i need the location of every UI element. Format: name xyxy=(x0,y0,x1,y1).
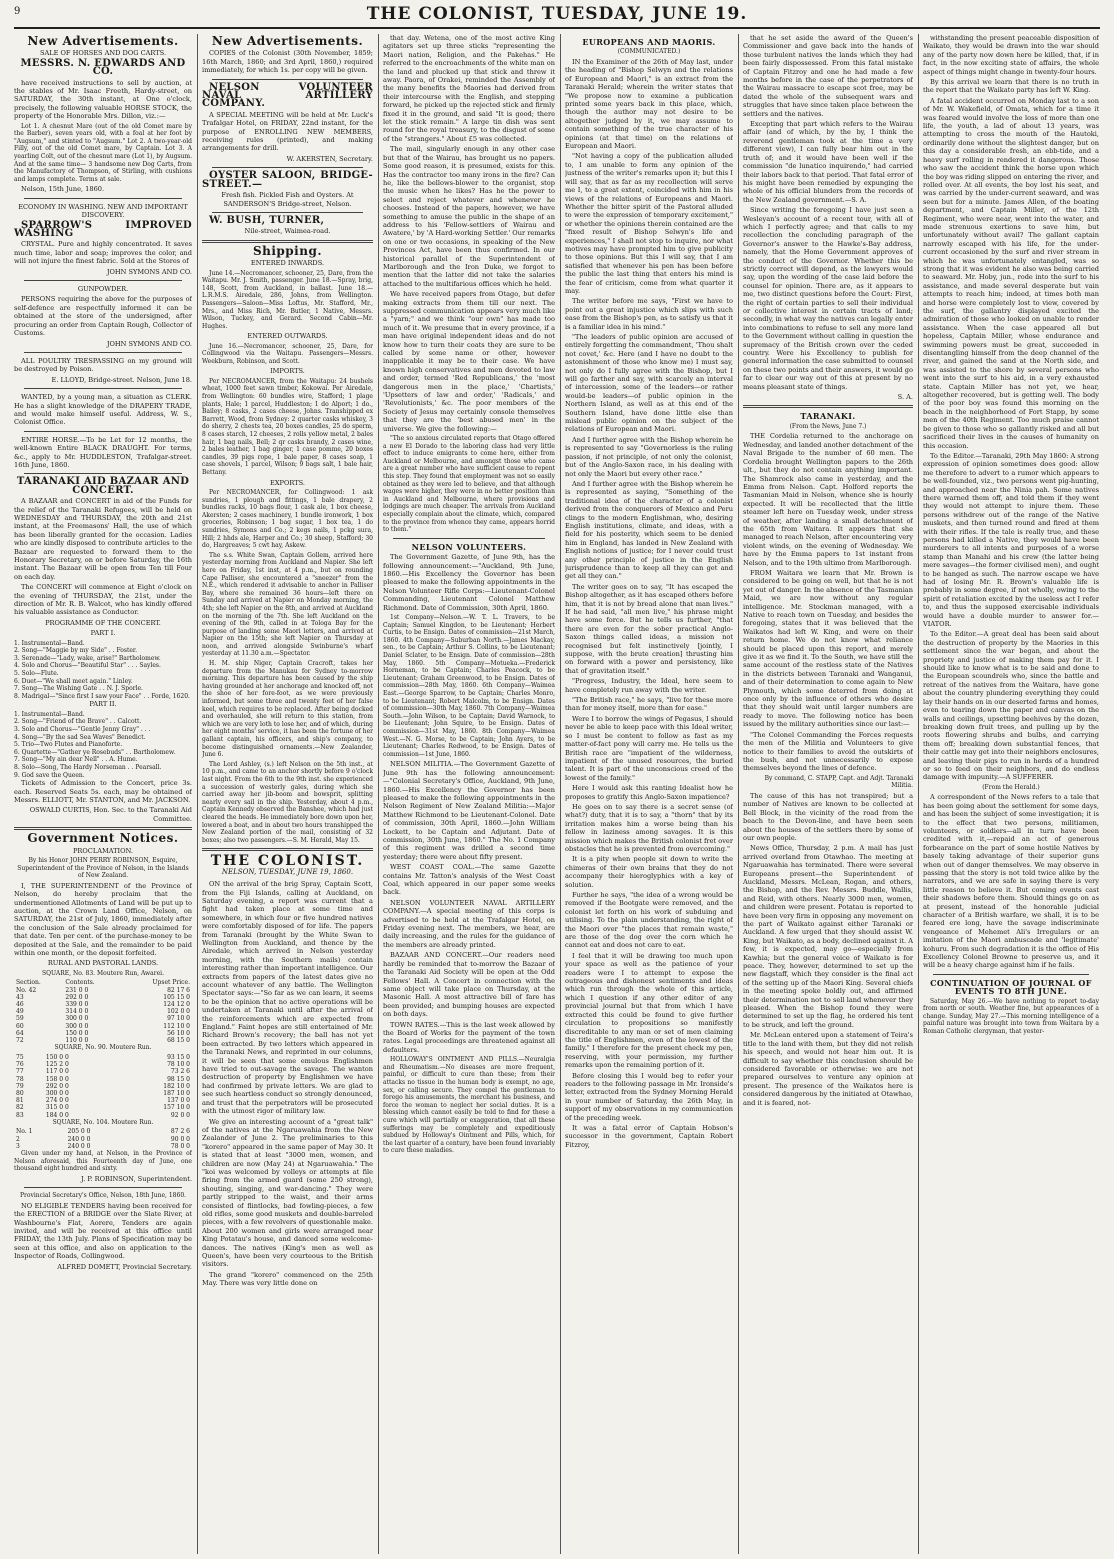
table-cell: 125 2 0 xyxy=(45,1061,69,1069)
article-paragraph: Excepting that part which refers to the Wairau affair (and of which, by the by, I think the reverend gentleman took at the time a very different view), I can fully bear him out in the truth of; and it would have been well if the commission "de lunatico inquirendo," had carried their labors back to that period. That fatal error of his might have been remedied by expunging the whole of his official blunders from the records of the New Zealand government.—S. A. xyxy=(743,120,913,204)
article-subheading: (COMMUNICATED.) xyxy=(617,48,681,56)
table-cell: 73 2 6 xyxy=(170,1068,190,1076)
table-cell: 90 0 0 xyxy=(170,1135,190,1143)
table-row xyxy=(14,1104,192,1111)
table-cell: 72 xyxy=(16,1037,24,1045)
table-cell: 79 xyxy=(16,1082,24,1090)
table-caption: SQUARE, No. 83. Moutere Run, Awarei. xyxy=(42,969,164,977)
table-cell: 93 15 0 xyxy=(167,1053,190,1061)
table-row xyxy=(14,1001,192,1008)
article-paragraph: I feel that it will be drawing too much upon your space as well as the patience of your readers were I to attempt to expose the outrageous and dishonest sentiments and ideas which run through the whole of this article, which I question if any other editor of any provincial journal but that from which I have extracted this could be found to give further circulation to propositions so manifestly discreditable to any man or set of men claiming the title of Englishmen, even of the lowest of the family." I therefore for the present check my pen, reserving, with your permission, my further remarks upon the remaining portion of it. xyxy=(565,951,733,1070)
table-cell: 187 10 0 xyxy=(163,1089,190,1097)
article-paragraph: NELSON MILITIA.—The Government Gazette of June 9th has the following announcement:—"Colonial Secretary's Office, Auckland, 9th June, 1860.—His Excellency the Governor has been pleased to make the following appointments in the Nelson Regiment of New Zealand Militia:—Major Matthew Richmond to be Lieutenant-Colonel. Date of commission, 30th April, 1860.—John William Lockett, to be Captain and Adjutant. Date of commission, 30th June, 1860." The No. 1 Company of this regiment was drilled a second time yesterday; there were about fifty present. xyxy=(383,760,555,861)
column-5 xyxy=(743,34,913,1554)
programme-part: PART I. xyxy=(90,629,116,638)
article-heading: CONTINUATION OF JOURNAL OF EVENTS TO 8TH JUNE. xyxy=(930,977,1092,997)
ad-signature: E. LLOYD, Bridge-street. Nelson, June 18. xyxy=(51,375,192,384)
article-paragraph: Here I would ask this ranting Idealist how he proposes to gratify this Anglo-Saxon impatience? xyxy=(565,784,733,801)
notice-body: NO ELIGIBLE TENDERS having been received for the ERECTION of a BRIDGE over the Slate River, at Washbourne's Flat, Aorere, Tenders are again invited, and will be received at this office until FRIDAY, the 13th July. Plans of Specification may be seen at this office, and also on application to the Inspector of Roads, Collingwood. xyxy=(14,1201,192,1261)
notice-signature: ALFRED DOMETT, Provincial Secretary. xyxy=(57,1262,192,1271)
table-header-cell: Upset Price. xyxy=(152,979,190,987)
table-cell: 92 0 0 xyxy=(170,1111,190,1119)
page-title: THE COLONIST, TUESDAY, JUNE 19. xyxy=(366,4,748,24)
ad-title: OYSTER SALOON, BRIDGE-STREET.— xyxy=(202,170,373,190)
programme-list xyxy=(14,640,192,701)
table-row xyxy=(14,994,192,1001)
notice-title: PROCLAMATION. xyxy=(73,846,133,855)
table-cell: 78 0 0 xyxy=(170,1142,190,1150)
article-paragraph: BAZAAR AND CONCERT.—Our readers need hardly be reminded that to-morrow the Bazaar of the Taranaki Aid Society will be open at the Odd Fellows' Hall. A Concert in connection with the same object will take place on Thursday, at the Masonic Hall. A most attractive bill of fare has been provided; and bumping houses are expected on both days. xyxy=(383,951,555,1019)
ad-firm: MESSRS. N. EDWARDS AND CO. xyxy=(20,57,186,78)
article-paragraph: Before closing this I would beg to refer your readers to the following passage in Mr. Ironside's letter, extracted from the Sydney Morning Herald in your number of Saturday, the 26th May, in support of my observations in my communication of the preceding week. xyxy=(565,1071,733,1122)
article-paragraph: TOWN RATES.—This is the last week allowed by the Board of Works for the payment of the town rates. Legal proceedings are threatened against all defaulters. xyxy=(383,1020,555,1054)
section-separator xyxy=(743,405,913,408)
table-cell: 60 xyxy=(16,1022,24,1030)
notice-intro: By his Honor JOHN PERRY ROBINSON, Esquire, Superintendent of the Province of Nelson, in the Islands of New Zealand. xyxy=(17,857,189,880)
ad-body: Nile-street, Waimea-road. xyxy=(244,227,331,236)
programme-part: PART II. xyxy=(89,700,117,709)
editorial-dateline: NELSON, TUESDAY, JUNE 19, 1860. xyxy=(221,867,354,876)
article-signature: S. A. xyxy=(897,393,913,402)
programme-item: 1. Instrumental—Band. xyxy=(14,639,85,647)
table-cell: No. 42 xyxy=(16,986,37,994)
editorial-paragraph: The grand "korero" commenced on the 25th May. There was very little done on xyxy=(202,1270,373,1288)
table-row xyxy=(14,1008,192,1015)
table-cell: 292 0 0 xyxy=(65,993,89,1001)
programme-item: 7. Song—"My ain dear Nell" . . A. Hume. xyxy=(14,756,138,764)
ad-separator xyxy=(24,280,182,281)
ad-separator xyxy=(212,79,363,80)
table-cell: 68 15 0 xyxy=(167,1037,190,1045)
table-cell: 81 xyxy=(16,1097,24,1105)
ad-body: Fresh fish. Pickled Fish and Oysters. At SANDERSON'S Bridge-street, Nelson. xyxy=(221,191,354,208)
programme-item: 3. Serenade—"Lady, wake, arise!" Bartholomew. xyxy=(14,654,161,662)
article-signature: By command, C. STAPP, Capt. and Adjt. Taranaki Militia. xyxy=(764,774,913,790)
column-divider xyxy=(918,34,919,1554)
article-paragraph: NELSON VOLUNTEER NAVAL ARTILLERY COMPANY.—A special meeting of this corps is advertised to be held at the Trafalgar Hotel, on Friday evening next. The members, we hear, are daily increasing, and the rules for the guidance of the members are already printed. xyxy=(383,898,555,949)
table-cell: 124 12 0 xyxy=(163,1001,190,1009)
ad-body: Tickets of Admission to the Concert, price 3s. each. Reserved Seats 5s. each, may be obtained of Messrs. ELLIOTT, Mr. STANTON, and Mr. JACKSON. xyxy=(14,779,192,804)
article-paragraph: And I further agree with the Bishop wherein he is represented to say "Governorless is the ruling passion, if not principle, of not only the colonist, but of the Anglo-Saxon race, in his dealing with not only the Maori but every other race." xyxy=(565,435,733,478)
table-row xyxy=(14,1128,192,1135)
table-row xyxy=(14,1015,192,1022)
column-6 xyxy=(923,34,1099,1554)
table-cell: 82 17 6 xyxy=(167,986,190,994)
programme-item: 2. Song—"Friend of the Brave" . . Calcott. xyxy=(14,718,142,726)
table-cell: 231 0 0 xyxy=(65,986,89,994)
article-paragraph: It is a pity when people sit down to write the chimeras of their own brains that they do not accompany their hieroglyphics with a key of solution. xyxy=(565,855,733,889)
programme-item: 5. Trio—Two Flutes and Pianoforte. xyxy=(14,741,123,749)
article-paragraph: We have received papers from Otago, but defer making extracts from them till our next. The suppressed communication appears very much like a "yarn;" and we think "our own" has made too much of it. We presume that in every province, if a man have original independent ideas and do not know how to turn their coats they are sure to be called by some name or other, however inapplicable it may be to their case. We have known high conservatives and men devoted to law and order, termed 'Red Republicans,' the 'most dangerous men in the place,' 'Chartists,' 'Upsetters of law and order,' 'Radicals,' and 'Revolutionists,' &c. The poor members of the Society of Jesus may certainly console themselves that they are the 'best abused men' in the universe. We give the following:— xyxy=(383,290,555,433)
table-cell: 205 0 0 xyxy=(67,1128,91,1136)
table-cell: 78 xyxy=(16,1075,24,1083)
ad-signature: W. AKERSTEN, Secretary. xyxy=(286,154,373,163)
programme-item: 8. Madrigal—"Since first I saw your Face" . . Forde, 1620. xyxy=(14,692,190,700)
article-paragraph: News Office, Thursday, 2 p.m. A mail has just arrived overland from Otawhao. The meeting at Ngaruawahia has terminated. There were several Europeans present—the Superintendent of Auckland, Messrs. McLean, Rogan, and others, the Bishop, and the Rev. Messrs. Buddle, Wallis, and Reid, with others. Nearly 3000 men, women, and children were present. Potatau is reported to have been very firm in opposing any movement on the part of Waikato against either Taranaki or Auckland. A few urged that they should assist W. King, but Waikato, as a body, declined against it. A few, it is expected, may go—especially from Kawhia; but the general voice of Waikato is for peace. They, however, determined to set up the new flagstaff, which they consider is the final act of the setting up of the Maori King. Several chiefs in the meeting spoke boldly out, and affirmed their determination not to sell land whenever they pleased. When the Bishop found they were determined to set up the flag, he ordered his tent to be struck, and left the ground. xyxy=(743,844,913,1029)
table-row xyxy=(14,1143,192,1150)
article-paragraph: "Not having a copy of the publication alluded to, I am unable to form any opinion of the justness of the writer's remarks upon it; but this I will say, that as far as my recollection will serve me I, to a great extent, coincided with him in his views of the relations of Europeans and Maori. Whether the bitter spirit of the Pastoral alluded to were the expression of temporary excitement," or whether the opinions therein contained are the "fixed result of Bishop Selwyn's life and experiences," I shall not stop to inquire, nor what motives may have prompted him to give publicity to those opinions. But this I will say, that I am satisfied that whenever his pen has been before the public the last thing that enters his mind is the fear of criticism, come from what quarter it may. xyxy=(565,152,733,295)
table-header-cell: Section. xyxy=(16,979,41,987)
article-paragraph: The mail, singularly enough in any other case but that of the Wairau, has brought us no papers. Some good reason, it is presumed, exists for this. Has the contractor too many irons in the fire? Can he, like the bellows-blower to the organist, stop the music when he likes? Has he the power to select and reject whatever and whenever he chooses. Instead of the papers, however, we have something to amuse the public in the shape of an address to his 'Fellow-settlers of Wairau and Awatere,' by 'A Hard-working Settler.' Our remarks on one or two occasions, in speaking of the New Provinces Act, have been thus confirmed. In our historical parallel of the Superintendent of Marlborough and the Iron Duke, we forgot to mention that the latter did not take the salaries attached to the multifarious offices which he held. xyxy=(383,145,555,288)
article-paragraph: that day. Wetena, one of the most active King agitators set up three sticks "representing the Maori nation, Religion, and the Pakehas." He referred to the encroachments of the white man on the land and plucked up that stick and threw it away. Paora, of Orakei, reminded the Assembly of the many benefits the Maories had derived from their intercourse with the English, and stepping forward, he picked up the rejected stick and firmly fixed it in the ground, and said "It is good; there let the stick remain." A large tin dish was sent round for the royal treasury, to the disgust of some of the "strangers." About £5 was collected. xyxy=(383,34,555,143)
table-cell: 87 2 6 xyxy=(170,1128,190,1136)
programme-item: 1. Instrumental—Band. xyxy=(14,710,85,718)
editorial-paragraph: We give an interesting account of a "great talk" of the natives at the Ngaruawahia from the New Zealander of June 2. The preliminaries to this "korero" appeared in the same paper of May 30. It is stated that at least "3000 men, women, and children are now (May 24) at Ngaruawahia." The "koi was welcomed by volleys or attempts at file firing from the armed guard (some 250 strong), shouting, singing, and war-dancing." They were partly stripped to the waist, and their arms consisted of flintlocks, bad fowling-pieces, a few old rifles, some good muskets and double-barreled pieces, with a few revolvers of questionable make. About 200 women and girls were arranged near King Potatau's house, and danced some welcome-dances. The natives (King's men as well as Queen's, have been very courteous to the British visitors. xyxy=(202,1117,373,1269)
table-cell: 292 0 0 xyxy=(45,1082,69,1090)
table-cell: 97 10 0 xyxy=(167,1015,190,1023)
table-cell: 150 0 0 xyxy=(65,1029,89,1037)
shipping-subtitle: ENTERED OUTWARDS. xyxy=(247,332,328,341)
article-paragraph: To the Editor.—A great deal has been said about the destruction of property by the Maories in this settlement since the war began, and about the propriety and justice of making them pay for it. I should like to know what is to be said and done to the European scoundrels who, since the battle and retreat of the natives from the Waitara, have gone about the country plundering everything they could lay their hands on in our deserted farms and homes, even to tearing down the paper and canvas on the walls and ceilings, upsetting beehives by the dozen, breaking down fruit trees, and pulling up by the roots flowering shrubs and bulbs, and carrying them off; breaking down substantial fences, that their cattle may get into their neighbors enclosures, and leaving their pigs to run in herds of a hundred or so to feed on their neighbors, and do endless damage with impunity.—A SUFFERER. xyxy=(923,630,1099,782)
table-row xyxy=(14,1136,192,1143)
ad-body: The CONCERT will commence at Eight o'clock on the evening of THURSDAY, the 21st, under the direction of Mr. R. B. Walcot, who has kindly offered his valuable assistance as Conductor. xyxy=(14,583,192,617)
programme-item: 3. Solo and Chorus—"Gentle Jenny Gray" . . . xyxy=(14,726,151,734)
notice-body: Given under my hand, at Nelson, in the Province of Nelson aforesaid, this Fourteenth day of June, one thousand eight hundred and sixty. xyxy=(14,1149,192,1173)
table-cell: 77 xyxy=(16,1068,24,1076)
shipping-body: June 14.—Necromancer, schooner, 25, Dare, from the Waitapu. Mr. J. Smith, passenger. June 18.—Spray, brig, 148, Scott, from Auckland, in ballast. June 18.—L.R.M.S. Airedale, 286, Johns, from Wellington. Passengers—Saloon—Miss Loftus, Mr. Stafford, Mr., Mrs., and Miss Rich, Mr. Butler, 1 Native, Messrs. Wilson, Tuckey, and Gerard. Second Cabin—Mr. Hughes. xyxy=(202,269,373,330)
ad-signature: OSWALD CURTIS, Hon. Sec. to the Taranaki Aid Committee. xyxy=(29,806,192,823)
article-heading: NELSON VOLUNTEERS. xyxy=(411,541,527,552)
article-paragraph: Were I to borrow the wings of Pegasus, I should never be able to keep pace with this Ideal writer, so I must be content to follow as fast as my matter-of-fact pony will carry me. He tells us the British race are "impatient of the wilderness, impatient of the unused resources, the buried talent. It is part of the unconscious creed of the lowest of the family." xyxy=(565,714,733,782)
article-paragraph: The writer before me says, "First we have to point out a great injustice which slips with such ease from the Bishop's pen, as to satisfy us that it is a familiar idea in his mind." xyxy=(565,297,733,331)
table-row xyxy=(14,1097,192,1104)
table-cell: 49 xyxy=(16,1008,24,1016)
table-cell: 105 15 0 xyxy=(163,993,190,1001)
section-separator xyxy=(202,848,373,851)
table-cell: 112 10 0 xyxy=(163,1022,190,1030)
table-cell: 184 0 0 xyxy=(45,1111,69,1119)
article-body xyxy=(565,58,733,1149)
article-paragraph: FROM Waitara we learn that Mr. Brown is considered to be going on well, but that he is not yet out of danger. In the absence of the Tasmanian Maid, we are now without any regular intelligence. Mr. Stockman managed, with a Native to reach town on Tuesday, and besides the foregoing, states that it was believed that the Waikatos had left W. King, and were on their return home. We do not know what reliance should be placed upon this report, and merely give it as we find it. To the South, we have still the same account of the restless state of the Natives in the districts between Taranaki and Wanganui, and of their determination to come again to New Plymouth, which some deterred from doing at once only by the influence of others who desire that they should wait until larger numbers are ready to move. The following notice has been issued by the military authorities since our last:— xyxy=(743,568,913,729)
ad-body: A SPECIAL MEETING will be held at Mr. Luck's Trafalgar Hotel, on FRIDAY, 22nd instant, for the purpose of ENROLLING NEW MEMBERS, receiving rules (printed), and making arrangements for drill. xyxy=(202,110,373,153)
shipping-body: Per NECROMANCER, from the Waitapu: 24 bushels wheat, 1000 feet sawn timber, Kokowai. Per Airedale, from Wellington: 60 bundles wire, Stafford; 1 plage plants, Hale; 1 parcel, Huddleston; 1 do Alport; 1 do., Bailey; 8 casks, 2 cases cheese, Johns. Transhipped ex Barrett, Wood, from Sydney: 2 quarter casks whiskey, 3 do sherry, 2 chests tea, 20 boxes candles, 25 do sperm, 8 cases starch, 12 cheeses, 2 rolls yellow metal, 2 bales hair, 1 bag nails, Bell; 2 qr casks brandy, 2 cases wine, 2 bales leather, 1 bag ginger, 1 case pomme, 20 boxes candles, 39 pigs rope, 1 bale paper, 8 cases soap, 1 case shovels, 1 parcel, Wilson; 9 bags salt, 1 bale hair, Bettany. xyxy=(202,377,373,476)
shipping-subtitle: IMPORTS. xyxy=(270,367,305,376)
shipping-news: H. M. ship Niger, Captain Cracroft, takes her departure from the Manukau for Sydney to-morrow morning. This departure has been caused by the ship having grounded at her anchorage and knocked off, not the shoe of her fore-foot, as we were previously informed, but some three and twenty feet of her false keel, which requires to be replaced. After being docked and overhauled, she will return to this station, from which we are very loth to lose her, and of which, during her eight months' service, it has been the fortune of her gallant captain, his officers, and ship's company, to become distinguished ornaments.—New Zealander, June 6. xyxy=(202,660,373,759)
article-separator xyxy=(933,974,1089,975)
article-paragraph: The writer goes on to say, "It has escaped the Bishop altogether, as it has escaped others before him, that it is not by bread alone that man lives." If he had said, "all men live," his phrase might have some force. But he tells us further, "that there are even for the sober practical Anglo-Saxon things called ideas, a mission not recognised but felt instinctively [jointly, I suppose, with the brute creation] thrusting him on forward with a power and persistency, like that of gravitation itself." xyxy=(565,582,733,675)
ad-signature: JOHN SYMONS AND CO. xyxy=(106,267,192,276)
article-paragraph: "The leaders of public opinion are accused of entirely forgetting the commandment, 'Thou shalt not covet,' &c. Here (and I have no doubt to the astonishment of those who know me) I must say, not only do I fully agree with the Bishop, but I will go farther and say, with scarcely an interval of intercession, some of the leaders—or rather would-be leaders—of public opinion in the Northern Island, as well as at this end of the Southern Island, have done little else than mislead public opinion on the subject of the relations of European and Maori. xyxy=(565,333,733,434)
article-paragraph: Mr. McLean entered upon a statement of Teira's title to the land with them, but they did not relish his speech, and would not hear him out. It is difficult to say whether this conclusion should be considered favorable or otherwise: we are not prepared ourselves to venture any opinion at present. The presence of the Waikatos here is considered dangerous by the initiated at Otawhao, and it is feared, not- xyxy=(743,1031,913,1107)
header-rule xyxy=(14,27,1100,29)
article-subheading: (From the Herald.) xyxy=(982,783,1040,791)
programme-item: 4. Solo and Chorus—"Beautiful Star" . . . Sayles. xyxy=(14,662,161,670)
editorial-title: THE COLONIST. xyxy=(210,853,365,870)
section-separator xyxy=(14,827,192,830)
table-row xyxy=(14,1054,192,1061)
column-4 xyxy=(565,34,733,1554)
article-paragraph: The Government Gazette, of June 9th, has the following announcement:—"Auckland, 9th June, 1860.—His Excellency the Governor has been pleased to make the following appointments in the Nelson Volunteer Rifle Corps:—Lieutenant-Colonel Commanding, Lieutenant Colonel Matthew Richmond. Date of Commission, 30th April, 1860. xyxy=(383,553,555,612)
article-heading: EUROPEANS AND MAORIS. xyxy=(582,37,716,47)
article-list: 1st Company—Nelson.—W. T. L. Travers, to be Captain; Samuel Kingdon, to be Lieutenant; Herbert Curtis, to be Ensign. Dates of commission—21st March, 1860. 4th Company—Suburban North.—James Mackay, sen., to be Captain; Arthur S. Collins, to be Lieutenant; Daniel Sclater, to be Ensign. Date of commission—28th May, 1860. 5th Company—Motueka.—Frederick Horneman, to be Captain; Charles Peacock, to be Lieutenant; Graham Greenwood, to be Ensign. Dates of commission—28th May, 1860. 6th Company—Waimea East.—George Sparrow, to be Captain; Charles Monro, to be Lieutenant; Robert Malcolm, to be Ensign. Dates of commission—30th May, 1860. 7th Company—Waimea South.—John Wilson, to be Captain; David Warnock, to be Lieutenant; John Squire, to be Ensign. Dates of commission—31st May, 1860. 8th Company—Waimea West.—N. G. Morse, to be Captain; John Ayers, to be Lieutenant; Charles Redwood, to be Ensign. Dates of commission—1st June, 1860. xyxy=(383,614,555,758)
ad-title: TARANAKI AID BAZAAR AND CONCERT. xyxy=(16,476,190,496)
table-cell: 78 10 0 xyxy=(167,1061,190,1069)
programme-item: 9. God save the Queen. xyxy=(14,771,85,779)
ad-separator xyxy=(212,212,363,213)
table-caption: SQUARE, No. 104. Moutere Run. xyxy=(52,1118,154,1126)
table-row xyxy=(14,1076,192,1083)
table-body xyxy=(14,1054,192,1119)
article-paragraph: The cause of this has not transpired; but a number of Natives are known to be collected at Bell Block, in the vicinity of the road from the beach to the Devon-line, and have been seen about the houses of the settlers there by some of our own people. xyxy=(743,791,913,842)
article-subheading: (From the News, June 7.) xyxy=(789,422,867,430)
programme-title: PROGRAMME OF THE CONCERT. xyxy=(45,618,161,627)
table-cell: 314 0 0 xyxy=(65,1008,89,1016)
table-caption: SQUARE, No. 90. Moutere Run. xyxy=(54,1044,152,1052)
shipping-body: June 16.—Necromancer, schooner, 25, Dare, for Collingwood via the Waitapu. Passengers—Messrs. Weekburn, Robinson, and Scott. xyxy=(202,342,373,365)
table-cell: 240 0 0 xyxy=(67,1142,91,1150)
article-separator xyxy=(393,538,545,539)
table-header-row xyxy=(14,979,192,986)
table-cell: 43 xyxy=(16,993,24,1001)
notice-office: Provincial Secretary's Office, Nelson, 18th June, 1860. xyxy=(19,1192,187,1200)
table-cell: 102 0 0 xyxy=(167,1008,190,1016)
column-1 xyxy=(14,34,192,1554)
table-cell: 150 0 0 xyxy=(45,1053,69,1061)
article-paragraph: WEST COAST COAL.—The same Gazette contains Mr. Tatton's analysis of the West Coast Coal, which appeared in our paper some weeks back. xyxy=(383,863,555,897)
table-cell: 46 xyxy=(16,1001,24,1009)
ad-title: ECONOMY IN WASHING. NEW AND IMPORTANT DISCOVERY. xyxy=(18,202,188,220)
notice-body: I, THE SUPERINTENDENT of the Province of Nelson, do hereby proclaim that the undermentioned Allotments of Land will be put up to auction, at the Crown Land Office, Nelson, on SATURDAY, the 21st of July, 1860, immediately after the conclusion of the Sale already proclaimed for that date. Ten per cent. of the purchase-money to be deposited at the Sale, and the remainder to be paid within one month, or the deposit forfeited. xyxy=(14,881,192,958)
table-cell: 3 xyxy=(16,1142,20,1150)
article-paragraph: Since writing the foregoing I have just seen a Wesleyan's account of a recent tour, with all of which I perfectly agree; and that calls to my recollection the concluding paragraph of the Governor's answer to the Hawke's-Bay address, namely, that the Home Government approves of the conduct of the Governor. Whether this be strictly correct will depend, as the lawyers would say, upon the wording of the case laid before the counsel for opinion. There are, as it appears to me, two distinct questions before the Court: First, the right of certain parties to sell their individual or collective interest in certain tracts of land; secondly, in what way the natives can legally enter into combinations to refuse to sell any more land to the Government without calling in question the supremacy of the British crown over the ceded country. Were his Excellency to publish for general information the case submitted to counsel on these two points and their answers, it would go far to clear our way out of this at present by no means pleasant state of things. xyxy=(743,206,913,391)
table-cell: 182 10 0 xyxy=(163,1082,190,1090)
article-paragraph: "Progress, Industry, the Ideal, here seem to have completely run away with the writer. xyxy=(565,677,733,694)
ad-separator xyxy=(24,473,182,474)
notice-separator xyxy=(24,1187,182,1188)
ad-headline: SPARROW'S IMPROVED WASHING xyxy=(14,219,192,240)
table-cell: 300 0 0 xyxy=(65,1022,89,1030)
table-cell: 56 10 0 xyxy=(167,1029,190,1037)
table-cell: 76 xyxy=(16,1061,24,1069)
programme-item: 2. Song—"Maggie by my Side" . . Foster. xyxy=(14,647,138,655)
shipping-subtitle: EXPORTS. xyxy=(270,478,305,487)
ad-separator xyxy=(212,167,363,168)
table-cell: 274 0 0 xyxy=(45,1097,69,1105)
article-paragraph: withstanding the present peaceable disposition of Waikato, they would be drawn into the war should any of the party now down here be killed, that, if in fact, in the now exciting state of affairs, the whole aspect of things might change in twenty-four hours. xyxy=(923,34,1099,76)
table-cell: 315 0 0 xyxy=(45,1104,69,1112)
article-paragraph: A fatal accident occurred on Monday last to a son of Mr. W. Wakefield, of Omata, which for a time it was feared would involve the loss of more than one life, the youth, a lad of about 13 years, was attempting to cross the mouth of the Hautoki, ordinarily done without the slightest danger, but on this day a considerable fresh, an ebb-tide, and a heavy surf rolling in rendered it dangerous. Those who saw the accident think the horse upon which the boy was riding slipped on entering the river, and rolled over. At all events, the boy lost his seat, and was carried by the under-current seaward, and was seen but for a minute. James Allen, of the boating department, and Captain Miller, of the 12th Regiment, who were near, went into the water, and made strenuous exertions to save him, but unfortunately without avail? The gallant captain narrowly escaped with his life, for the under-current occasioned by the surf and river stream in which he was unfortunately entangled, was so strong that it was evident he also was being carried to seaward. Mr. Hoby, jun., rode into the surf to his assistance, and made several desperate but vain attempts to reach him; indeed, at times both man and horse were completely lost to view, covered by the surf, the gallantry displayed excited the admiration of those who looked on unable to render assistance. When the case appeared all but hopeless, Captain Miller, whose endurance and swimming powers must be great, succeeded in disentangling himself from the deep channel of the river, and gained the sand at the North side, and was assisted to the shore by several persons who went into the surf to his aid, in a very exhausted state. Captain Miller has not yet, we hear, altogether recovered, but is getting well. The body of the poor boy was found this morning on the beach in the neighborhood of Fort Stapp, by some men of the 40th Regiment. Too much praise cannot be given to those who so gallantly risked and all but sacrificed their lives in the causes of humanity on this occasion. xyxy=(923,96,1099,450)
programme-item: 8. Solo—Song, The Hardy Norseman . . Pearsall. xyxy=(14,764,162,771)
table-cell: 82 xyxy=(16,1104,24,1112)
table-cell: 64 xyxy=(16,1029,24,1037)
programme-item: 7. Song—The Wishing Gate . . N. J. Sporle. xyxy=(14,685,143,693)
section-heading: New Advertisements. xyxy=(211,34,364,48)
article-heading: TARANAKI. xyxy=(800,411,856,422)
table-cell: 75 xyxy=(16,1053,24,1061)
table-cell: 339 0 0 xyxy=(65,1001,89,1009)
table-body xyxy=(14,987,192,1045)
column-divider xyxy=(197,34,198,1554)
column-3 xyxy=(383,34,555,1554)
article-paragraph: Further he says, "the idea of a wrong would be removed if the Bootgate were removed, and the colonist let forth on his work of subduing and utilising. To the plain understanding, the right of the Maori over "the places that remain waste," are those of the dog over the corn which he cannot eat and does not care to eat. xyxy=(565,891,733,950)
programme-item: 6. Quartette—"Gather ye Rosebuds" . . Bartholomew. xyxy=(14,748,176,756)
shipping-subtitle: ENTERED INWARDS. xyxy=(250,259,325,268)
page-number: 9 xyxy=(14,6,21,17)
ad-lots: Lot 1. A chesnut Mare (out of the old Comet mare by the Barber), seven years old, with a foal at her foot by "Augsum," and stinted to "Augsum." Lot 2. A two-year-old Filly, out of the old Comet mare, by Captain. Lot 3. A yearling Colt, out of the chesnut mare (Lot 1), by Augsum. And at the same time— 3 handsome new Dog Carts, from the Manufactory of Thompson, of Stirling, with cushions and lamps complete. Terms at sale. xyxy=(14,122,192,183)
ad-body: PERSONS requiring the above for the purposes of self-defence are respectfully informed it can be obtained at the store of the undersigned, after procuring an order from Captain Rough, Collector of Customs. xyxy=(14,295,192,338)
column-divider xyxy=(738,34,739,1554)
advertisement-paragraph: HOLLOWAY'S OINTMENT AND PILLS.—Neuralgia and Rheumatism.—No diseases are more frequent, painful, or difficult to cure than these; from their attacks no tissue in the human body is exempt, no age, sex, or calling secure. They compel the gentleman to forego his amusements, the merchant his business, and force the woman to neglect her social duties. It is a blessing which cannot easily be told to find for these a cure which will partially or exaggeration, that all these sufferings may be completely and expeditiously subdued by Holloway's Ointment and Pills, which, for the last quarter of a century, have been found invariably to cure these maladies. xyxy=(383,1056,555,1155)
programme-item: 6. Duet—"We shall meet again." Linley. xyxy=(14,677,133,685)
ad-separator xyxy=(24,431,182,432)
notice-signature: J. P. ROBINSON, Superintendent. xyxy=(81,1174,192,1183)
column-divider xyxy=(560,34,561,1554)
land-table xyxy=(14,979,192,1044)
ad-body: CRYSTAL. Pure and highly concentrated. It saves much time, labor and soap; improves the color, and will not injure the finest fabric. Sold at the Stores of xyxy=(14,240,192,266)
table-row xyxy=(14,1037,192,1044)
table-cell: 110 0 0 xyxy=(65,1037,89,1045)
ad-body: have received instructions to sell by auction, at the stables of Mr. Isaac Freeth, Hardy-street, on SATURDAY, the 30th instant, at One o'clock, precisely, the following valuable HORSE STOCK, the property of the Honorable Mrs. Dillon, viz.:— xyxy=(14,78,192,121)
ad-title: SALE OF HORSES AND DOG CARTS. xyxy=(39,49,167,58)
article-paragraph: By this arrival we learn that there is no truth in the report that the Waikato party has left W. King. xyxy=(923,78,1099,95)
section-separator xyxy=(202,240,373,243)
section-heading: Shipping. xyxy=(252,243,323,258)
article-paragraph: To the Editor.—Taranaki, 29th May 1860: A strong expression of opinion sometimes does good: allow me therefore to advert to a rumor which appears to be well-founded, viz., two persons went pig-hunting, and approached near the Ninia pah. Some natives there warned them off, and told them if they went they would not attempt to injure them. These persons withdrew out of the range of the Native muskets, and then turned round and fired at them with their rifles. If the tale is really true, and these persons had killed a Native, they would have been murderers to all intents and purposes of a worse stamp than Manahi and his crew (the latter being mere savages—the former civilised men), and ought to be hanged as such. The narrow escape we have had of losing Mr. R. Brown's valuable life is probably in some degree, if not wholly, owing to the spirit of retaliation excited by the useless act I refer to, and thus the supposed exercisable individuals would have a double murder to answer for.—VIATOR. xyxy=(923,451,1099,629)
editorial-paragraph: ON the arrival of the brig Spray, Captain Scott, from the Fiji Islands, calling at Auckland, on Saturday evening, a report was current that a fight had taken place at some time and somewhere, in which four or five hundred natives were comfortably disposed of for life. The papers from Taranaki (brought by the White Swan to Wellington from Auckland, and thence by the Airedale, which arrived in Nelson yesterday morning, with the Southern mails) contain interesting rather than important intelligence. Our extracts from papers of the latest dates give no account whatever of any battle. The Wellington Spectator says:—"So far as we can learn, it seems to be the opinion that no active operations will be undertaken at Taranaki until after the arrival of the reinforcements which are expected from England." Faint hopes are still entertained of Mr. Richard Brown's recovery; the ball has not yet been extracted. By two letters which appeared in the Taranaki News, and reprinted in our columns, it will be seen that some emulous Englishmen have tried to out-savage the savage. The wanton destruction of property by Englishmen we have had confirmed by private letters. We are glad to see such heartless conduct so strongly denounced, and trust that the perpetrators will be prosecuted with the utmost rigor of military law. xyxy=(202,880,373,1116)
table-cell: 137 0 0 xyxy=(167,1097,190,1105)
programme-item: 4. Song—"By the sad Sea Waves" Benedict. xyxy=(14,733,146,741)
table-cell: 83 xyxy=(16,1111,24,1119)
article-paragraph: that he set aside the award of the Queen's Commissioner and gave back into the hands of those turbulent natives the lands which they had been fairly dispossessed. From this fatal mistake of Captain Fitzroy and one he had made a few months before in the case of the perpetrators of the Wairau massacre to escape scot free, may be dated the whole of the subsequent wars and struggles that have since taken place between the settlers and the natives. xyxy=(743,34,913,118)
table-row xyxy=(14,1023,192,1030)
ad-body: ENTIRE HORSE.—To be Let for 12 months, the well-known Entire BLACK DRAUGHT. For terms, &c., apply to Mr. HUDDLESTON, Trafalgar-street. 16th June, 1860. xyxy=(14,435,192,469)
article-paragraph: Saturday, May 26.—We have nothing to report to-day from north or south. Weather fine, but appearances of a change. Sunday, May 27.—This morning intelligence of a painful nature was brought into town from Waitara by a Roman Catholic clergyman, that yester- xyxy=(923,997,1099,1036)
article-paragraph: IN the Examiner of the 26th of May last, under the heading of "Bishop Selwyn and the relations of European and Maori," is an extract from the Taranaki Herald; wherein the writer states that "We propose now to examine a publication printed some years back in this place, which, though the author may not desire to be altogether judged by it, we may assume to contain something of the true character of his opinions (at that time) on the relations of European and Maori. xyxy=(565,58,733,151)
table-row xyxy=(14,1090,192,1097)
table-row xyxy=(14,1068,192,1075)
ad-separator xyxy=(24,198,182,199)
table-body xyxy=(14,1128,192,1150)
ad-body: COPIES of the Colonist (30th November, 1859; 16th March, 1860; and 3rd April, 1860,) required immediately, for which 1s. per copy will be given. xyxy=(202,49,373,75)
table-header-cell: Contents. xyxy=(65,979,95,987)
land-table xyxy=(14,1054,192,1119)
table-row xyxy=(14,1112,192,1119)
ad-body: WANTED, by a young man, a situation as CLERK. He has a slight knowledge of the DRAPERY TRADE, and would make himself useful. Address, W. S., Colonist Office. xyxy=(14,393,192,427)
article-paragraph: THE Cordelia returned to the anchorage on Wednesday, and landed another detachment of the Naval Brigade to the number of 60 men. The Cordelia brought Wellington papers to the 26th ult., but they do not contain anything important. The Shamrock also came in yesterday, and the Emma from Nelson. Capt. Holford reports the Tasmanian Maid in Nelson, whence she is hourly expected. It will be recollected that the little steamer left here on Tuesday week, under stress of weather, after landing a small detachment of the 65th from Waitara. It appears that she managed to reach Nelson, after encountering very violent winds, on the evening of Wednesday. We have by the Emma papers to 1st instant from Nelson, and to the 19th ultimo from Marlborough. xyxy=(743,432,913,567)
table-row xyxy=(14,1061,192,1068)
ad-title: W. BUSH, TURNER, xyxy=(209,214,325,226)
ad-title: NELSON VOLUNTEER NAVAL ARTILLERY COMPANY. xyxy=(202,81,373,110)
ad-body: ALL POULTRY TRESPASSING on my ground will be destroyed by Poison. xyxy=(14,356,192,374)
ad-footer: Nelson, 15th June, 1860. xyxy=(21,185,105,194)
shipping-news: The Lord Ashley, (s.) left Nelson on the 5th inst., at 10 p.m., and came to an anchor shortly before 9 o'clock last night. From the 6th to the 9th inst. she experienced a succession of westerly gales, during which she carried away her jib-boom and bowsprit, splitting nearly every sail in the ship. Yesterday, about 4 p.m., Captain Kennedy observed the Banshee, which had just cleared the heads. He immediately bore down upon her, lowered a boat, and in about two hours transhipped the New Zealand portion of the mail, consisting of 32 boxes; also two passengers.—S. M. Herald, May 15. xyxy=(202,760,373,844)
article-paragraph: It was a fatal error of Captain Hobson's successor in the government, Captain Robert Fitzroy, xyxy=(565,1123,733,1149)
article-paragraph: "The British race," he says, "live for these more than for money itself, more than for ease." xyxy=(565,696,733,713)
shipping-body: Per NECROMANCER, for Collingwood: 1 ask sundries, 1 plough and fittings, 1 bale drapery, 2 bundles racks, 10 bags flour, 1 cask ale, 1 box cheese, Akersten; 2 cases machinery, 1 bundle ironwork, 1 box groceries, Robinson; 1 bag sugar, 1 box tea, 1 do sundries, Symons and Co.; 2 kegs nails, 1 pckg sura, Hill; 2 hhds ale, Harper and Co.; 30 sheep, Stafford; 30 do, Hargreaves; 5 cwt hay, Askew. xyxy=(202,489,373,550)
programme-item: 5. Solo—Flute. xyxy=(14,670,59,678)
notice-subtitle: RURAL AND PASTORAL LANDS. xyxy=(47,959,159,968)
column-divider xyxy=(378,34,379,1554)
ad-title: GUNPOWDER. xyxy=(77,285,129,294)
table-cell: No. 1 xyxy=(16,1128,33,1136)
programme-list xyxy=(14,711,192,779)
table-row xyxy=(14,1083,192,1090)
ad-body: A BAZAAR and CONCERT in aid of the Funds for the relief of the Taranaki Refugees, will be held on WEDNESDAY and THURSDAY, the 20th and 21st instant, at the Freemasons' Hall, the use of which has been liberally granted for the occasion. Ladies who are kindly disposed to contribute articles to the Bazaar are requested to forward them to the Honorary Secretary, on or before Saturday, the 16th instant. The Bazaar will be open from Ten till Four on each day. xyxy=(14,497,192,581)
article-paragraph: "The Colonel Commanding the Forces requests the men of the Militia and Volunteers to give notice to their families to avoid the outskirts of the bush, and not unnecessarily to expose themselves beyond the lines of defence. xyxy=(743,730,913,773)
table-cell: 300 0 0 xyxy=(65,1015,89,1023)
ad-signature: JOHN SYMONS AND CO. xyxy=(106,339,192,348)
ad-separator xyxy=(24,388,182,389)
table-cell: 240 0 0 xyxy=(67,1135,91,1143)
article-paragraph: A correspondent of the News refers to a tale that has been going about the settlement for some days, and has been the subject of some investigation; it is to the effect that two persons, militiamen, volunteers, or soldiers—all in turn have been credited with it,—repaid an act of generous forbearance on the part of some hostile Natives by basely taking advantage of their superior guns when out of danger themselves. We may observe in passing that the story is not told twice alike by the narrators, and we are safe in saying there is very little reason to believe it. But coming events cast their shadows before them. Should things go on as at present, instead of the honorable judicial character of a British warfare, we shall, it is to be feared ere long, have the savage indiscriminate vengeance of Mehemet Ali's Irregulars or an imitation of the Maori ambuscade and 'legitimate' kohuru. From such degradation it is the office of His Excellency Colonel Browne to preserve us, and it will be a heavy charge against him if he fails. xyxy=(923,793,1099,970)
table-cell: 98 15 0 xyxy=(167,1075,190,1083)
section-heading: Government Notices. xyxy=(27,831,179,846)
article-paragraph: And I further agree with the Bishop wherein he is represented as saying, "Something of the traditional idea of the character of a colonist derived from the conquerors of Mexico and Peru clings to the modern Englishman, who, desiring English institutions, climate, and ideas, with a field for his posterity, which seem to be denied him in England, has landed in New Zealand with English notions of justice; for I never could trust any other principle of justice in the English jurisprudence than to keep all they can get and get all they can." xyxy=(565,479,733,581)
section-heading: New Advertisements. xyxy=(27,34,179,48)
table-row xyxy=(14,1030,192,1037)
column-2 xyxy=(202,34,373,1554)
article-quote: "The so anxious circulated reports that Otago offered a new El Dorado to the laboring class had very little effect to induce emigrants to come here, either from Auckland or Melbourne, and amongst those who came are a great number who have sufficient cause to repent this step. They found that employment was not so easily obtained as they were led to believe, and that although wages were higher, they were in no better position than in Auckland and Melbourne, where provisions and lodgings are much cheaper. The arrivals from Auckland especially complain about the climate, which, compared to the province from whence they came, appears horrid to them." xyxy=(383,435,555,534)
table-cell: 59 xyxy=(16,1015,24,1023)
table-cell: 117 0 0 xyxy=(45,1068,69,1076)
masthead xyxy=(0,0,1114,30)
ad-separator xyxy=(24,352,182,353)
shipping-news: The s.s. White Swan, Captain Gollem, arrived here yesterday morning from Auckland and Napier. She left here on Friday, 1st inst, at 4 p.m., but on rounding Cape Palliser, she encountered a "sneezer" from the N.E., which rendered it advisable to anchor in Palliser Bay, where she remained 36 hours—left there on Sunday and arrived at Napier on Monday morning, the 4th; she left Napier on the 8th, and arrived at Auckland on the morning of the 7th. She left Auckland on the evening of the 9th, called in at Tologa Bay for the purpose of landing some Maori letters, and arrived at Napier on the 15th; she left Napier on Thursday at noon, and arrived alongside Swinburne's wharf yesterday at 11.30 a.m.—Spectator. xyxy=(202,551,373,658)
article-paragraph: He goes on to say there is a secret sense (of what?) duty, that it is to say, a "thorn" that by its irritation makes him a worse being than his fellow in laziness among savages. It is this mission which makes the British colonist fret over obstacles that he is prevented from overcoming." xyxy=(565,802,733,853)
table-cell: 2 xyxy=(16,1135,20,1143)
table-cell: 80 xyxy=(16,1089,24,1097)
table-cell: 157 10 0 xyxy=(163,1104,190,1112)
table-cell: 300 0 0 xyxy=(45,1089,69,1097)
table-row xyxy=(14,987,192,994)
table-cell: 158 0 0 xyxy=(45,1075,69,1083)
land-table xyxy=(14,1128,192,1150)
